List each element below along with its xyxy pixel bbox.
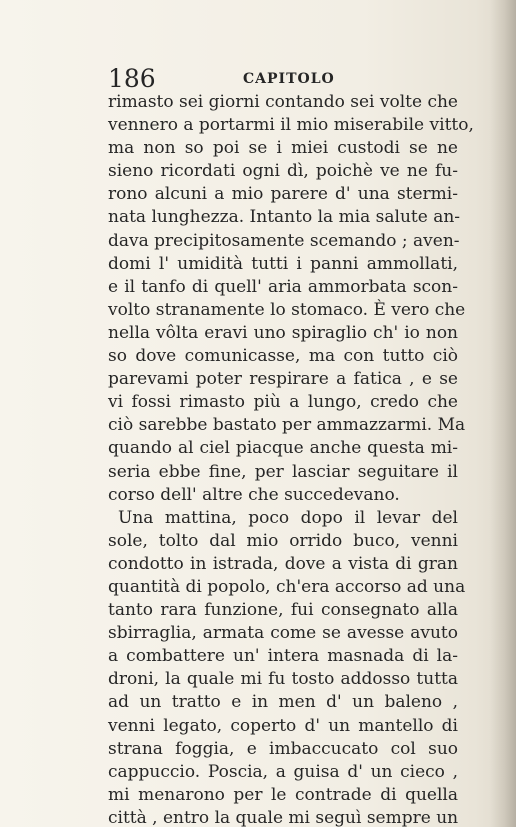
text-line: domi l' umidità tutti i panni ammollati, [108,253,458,274]
text-line: tanto rara funzione, fui consegnato alla [108,600,458,621]
text-line: condotto in istrada, dove a vista di gran [108,553,458,574]
body-text [108,91,474,827]
text-line: ciò sarebbe bastato per ammazzarmi. Ma [108,415,466,436]
text-line: cappuccio. Poscia, a guisa d' un cieco , [108,761,458,782]
page-header [108,66,458,92]
text-line: strana foggia, e imbaccucato col suo [108,738,458,759]
text-line: ma non so poi se i miei custodi se ne [108,138,458,159]
text-line: città , entro la quale mi seguì sempre un [108,807,459,827]
text-line: droni, la quale mi fu tosto addosso tutta [108,669,458,690]
page-number: 186 [108,64,156,93]
text-line: volto stranamente lo stomaco. È vero che [108,299,466,320]
text-line: nata lunghezza. Intanto la mia salute an- [108,207,461,228]
text-line: a combattere un' intera masnada di la- [108,646,458,667]
text-line: venni legato, coperto d' un mantello di [108,715,458,736]
text-line: sieno ricordati ogni dì, poichè ve ne fu- [108,161,458,182]
paragraph-first-line: Una mattina, poco dopo il levar del [118,507,458,528]
text-line: so dove comunicasse, ma con tutto ciò [108,346,458,367]
running-head: CAPITOLO [243,71,335,87]
page-edge-shadow [490,0,516,827]
text-line: nella vôlta eravi uno spiraglio ch' io non [108,322,458,343]
text-line: rimasto sei giorni contando sei volte che [108,92,458,112]
text-line: dava precipitosamente scemando ; aven- [108,230,460,251]
text-line: quantità di popolo, ch'era accorso ad una [108,576,466,597]
text-line: sole, tolto dal mio orrido buco, venni [108,530,458,551]
text-line: e il tanfo di quell' aria ammorbata scon- [108,276,458,297]
text-line: seria ebbe fine, per lasciar seguitare il [108,461,458,482]
text-line: vennero a portarmi il mio miserabile vitto, [108,115,474,136]
text-line: sbirraglia, armata come se avesse avuto [108,623,458,644]
text-line: rono alcuni a mio parere d' una stermi- [108,184,458,205]
text-line: vi fossi rimasto più a lungo, credo che [108,392,458,413]
text-line: parevami poter respirare a fatica , e se [108,369,458,390]
text-line: ad un tratto e in men d' un baleno , [108,692,458,713]
text-line: mi menarono per le contrade di quella [108,784,458,805]
paragraph-last-line: corso dell' altre che succedevano. [108,484,400,505]
text-line: quando al ciel piacque anche questa mi- [108,438,458,459]
